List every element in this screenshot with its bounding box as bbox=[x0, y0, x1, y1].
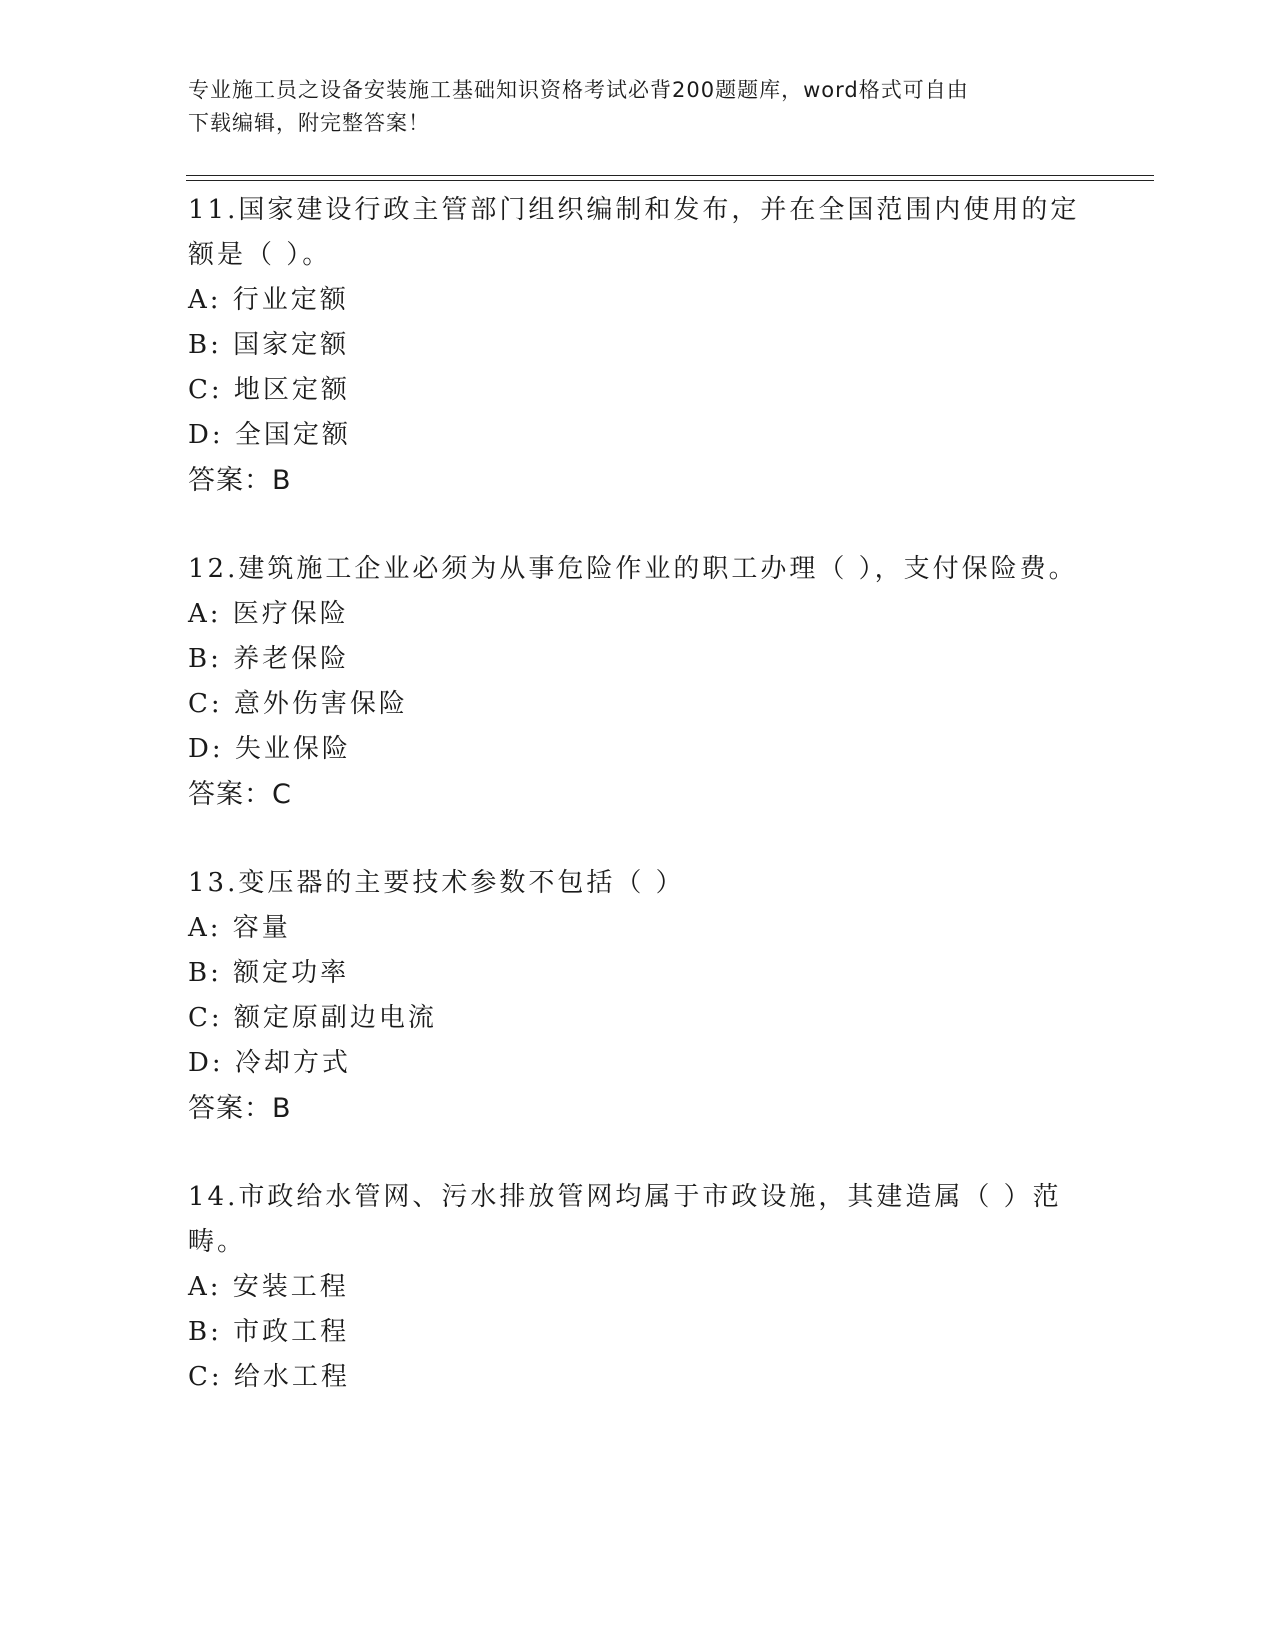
header-line-2: 下载编辑，附完整答案！ bbox=[188, 111, 430, 135]
option-b: B: 市政工程 bbox=[188, 1317, 350, 1347]
option-a: A: 安装工程 bbox=[188, 1272, 349, 1302]
question-14 bbox=[188, 1175, 1088, 1400]
answer-line: 答案：B bbox=[188, 1093, 292, 1124]
option-d: D: 全国定额 bbox=[188, 420, 351, 450]
document-header bbox=[188, 74, 1068, 140]
header-divider-top bbox=[186, 175, 1154, 176]
question-text: 11.国家建设行政主管部门组织编制和发布，并在全国范围内使用的定额是（ ）。 bbox=[188, 195, 1080, 270]
option-d: D: 冷却方式 bbox=[188, 1048, 351, 1078]
option-c: C: 地区定额 bbox=[188, 375, 350, 405]
question-12 bbox=[188, 547, 1088, 817]
question-11 bbox=[188, 188, 1088, 503]
question-13 bbox=[188, 861, 1088, 1131]
question-list bbox=[188, 188, 1088, 1444]
question-text: 14.市政给水管网、污水排放管网均属于市政设施，其建造属（ ）范畴。 bbox=[188, 1182, 1062, 1257]
option-a: A: 医疗保险 bbox=[188, 599, 349, 629]
option-b: B: 国家定额 bbox=[188, 330, 350, 360]
option-c: C: 意外伤害保险 bbox=[188, 689, 408, 719]
header-line-1: 专业施工员之设备安装施工基础知识资格考试必背200题题库，word格式可自由 bbox=[188, 78, 969, 102]
option-b: B: 养老保险 bbox=[188, 644, 350, 674]
option-a: A: 容量 bbox=[188, 913, 291, 943]
option-d: D: 失业保险 bbox=[188, 734, 351, 764]
option-a: A: 行业定额 bbox=[188, 285, 349, 315]
option-c: C: 额定原副边电流 bbox=[188, 1003, 437, 1033]
question-text: 12.建筑施工企业必须为从事危险作业的职工办理（ ），支付保险费。 bbox=[188, 554, 1078, 584]
option-b: B: 额定功率 bbox=[188, 958, 350, 988]
answer-line: 答案：C bbox=[188, 779, 292, 810]
option-c: C: 给水工程 bbox=[188, 1362, 350, 1392]
answer-line: 答案：B bbox=[188, 465, 292, 496]
header-divider-bottom bbox=[186, 180, 1154, 181]
question-text: 13.变压器的主要技术参数不包括（ ） bbox=[188, 868, 685, 898]
